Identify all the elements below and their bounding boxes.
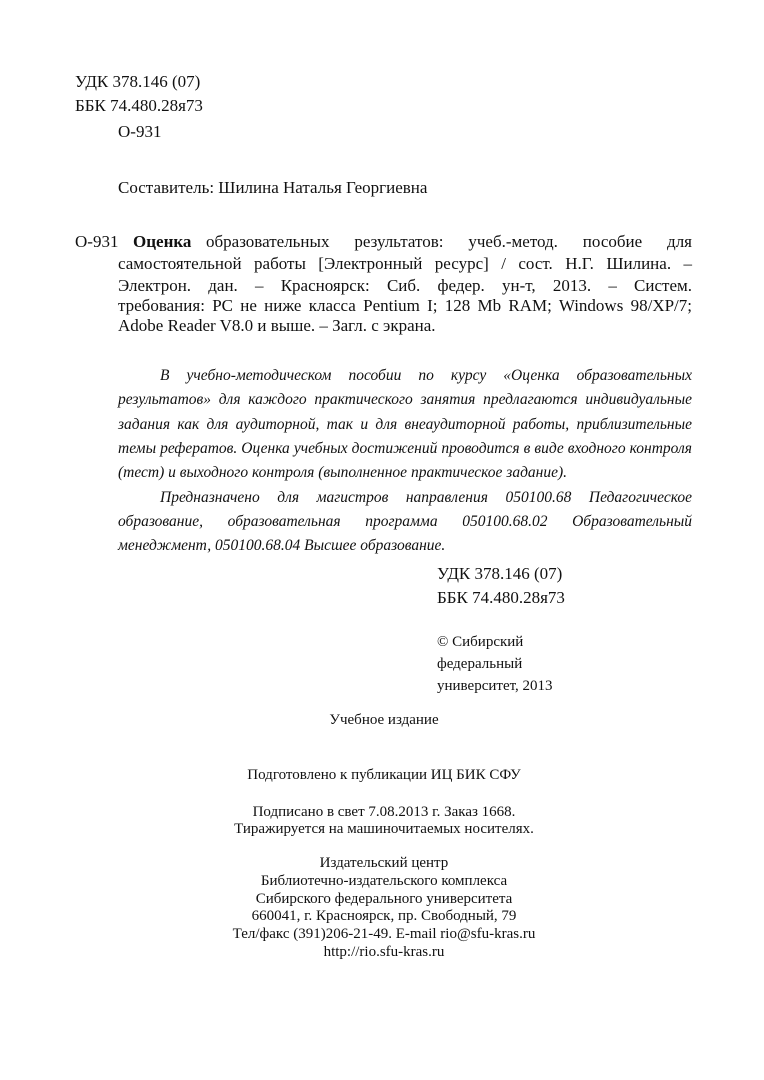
compiler: Составитель: Шилина Наталья Георгиевна <box>118 178 428 197</box>
abstract-line: Предназначено для магистров направления 050100.68 Педагогическое <box>160 489 692 506</box>
copyright-line: университет, 2013 <box>437 678 553 694</box>
publisher-line: Издательский центр <box>319 855 449 871</box>
publisher-line: Сибирского федерального университета <box>255 891 513 907</box>
bbk-classification: ББК 74.480.28я73 <box>437 588 565 607</box>
abstract-line: образование, образовательная программа 050100.68.02 Образовательный <box>118 513 692 530</box>
abstract-line: результатов» для каждого практического занятия предлагаются индивидуальные <box>118 391 692 408</box>
abstract-line: В учебно-методическом пособии по курсу «Оценка образовательных <box>160 367 692 384</box>
signed-info: Подписано в свет 7.08.2013 г. Заказ 1668. <box>252 804 516 820</box>
udk-classification: УДК 378.146 (07) <box>437 564 563 583</box>
publisher-address: 660041, г. Красноярск, пр. Свободный, 79 <box>251 908 517 924</box>
bib-line: самостоятельной работы [Электронный ресурс] / сост. Н.Г. Шилина. – <box>118 254 692 273</box>
bib-code: О-931 <box>75 232 119 251</box>
medium-info: Тиражируется на машиночитаемых носителях. <box>234 821 534 837</box>
copyright-line: федеральный <box>437 656 523 672</box>
copyright-line: © Сибирский <box>437 634 524 650</box>
publisher-line: Библиотечно-издательского комплекса <box>260 873 508 889</box>
bib-title: Оценка <box>133 232 192 251</box>
edition-type: Учебное издание <box>329 712 439 728</box>
publisher-contacts: Тел/факс (391)206-21-49. E-mail rio@sfu-kras.ru <box>232 926 536 942</box>
publisher-website[interactable]: http://rio.sfu-kras.ru <box>323 944 445 960</box>
bib-line: требования: PC не ниже класса Pentium I; 128 Mb RAM; Windows 98/XP/7; <box>118 296 692 315</box>
bbk-header: ББК 74.480.28я73 <box>75 96 203 115</box>
author-code: О-931 <box>118 122 162 141</box>
abstract-line: менеджмент, 050100.68.04 Высшее образование. <box>118 537 446 554</box>
udk-header: УДК 378.146 (07) <box>75 72 201 91</box>
abstract-line: задания как для аудиторной, так и для внеаудиторной работы, приблизительные <box>118 416 692 433</box>
prepared-by: Подготовлено к публикации ИЦ БИК СФУ <box>247 767 521 783</box>
bib-line: образовательных результатов: учеб.-метод. пособие для <box>206 232 692 251</box>
abstract-line: (тест) и выходного контроля (выполненное практическое задание). <box>118 464 568 481</box>
bib-line: Электрон. дан. – Красноярск: Сиб. федер. ун-т, 2013. – Систем. <box>118 276 692 295</box>
bib-line: Adobe Reader V8.0 и выше. – Загл. с экрана. <box>118 316 436 335</box>
abstract-line: темы рефератов. Оценка учебных достижений проводится в виде входного контроля <box>118 440 692 457</box>
